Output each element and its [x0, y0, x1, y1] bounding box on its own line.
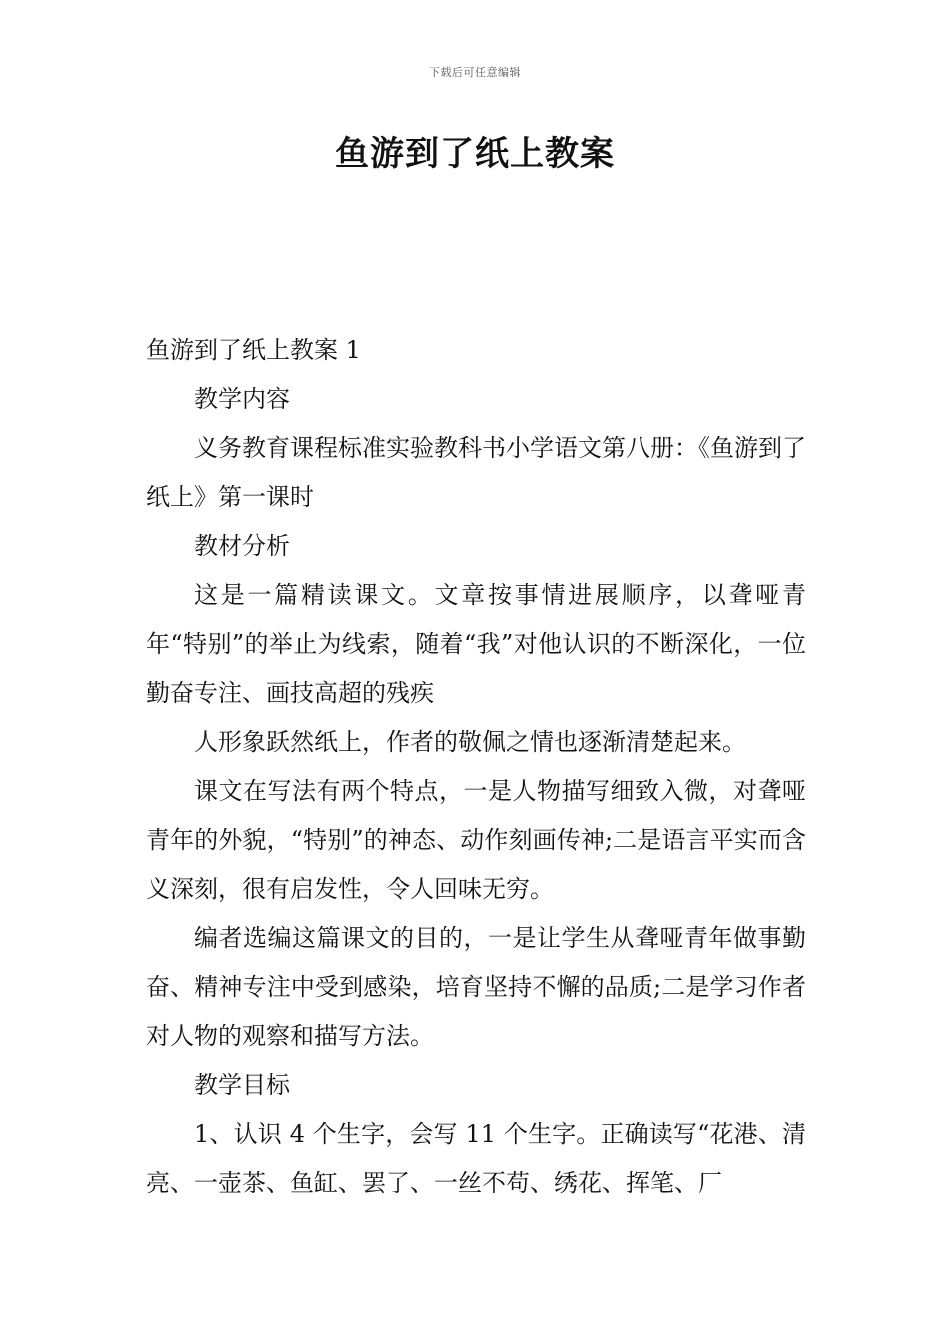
paragraph-analysis-2: 人形象跃然纸上，作者的敬佩之情也逐渐清楚起来。 — [194, 728, 746, 756]
paragraph-goal-1: 1、认识 4 个生字，会写 11 个生字。正确读写“花港、清亮、一壶茶、鱼缸、罢了、一丝不苟、绣花、挥笔、厂 — [146, 1120, 806, 1197]
paragraph-teaching-content: 教学内容 — [194, 385, 290, 413]
paragraph-analysis-1: 这是一篇精读课文。文章按事情进展顺序，以聋哑青年“特别”的举止为线索，随着“我”对他认识的不断深化，一位勤奋专注、画技高超的残疾 — [146, 581, 806, 707]
header-note: 下载后可任意编辑 — [429, 66, 521, 79]
document-title: 鱼游到了纸上教案 — [335, 134, 615, 174]
paragraph-textbook: 义务教育课程标准实验教科书小学语文第八册：《鱼游到了纸上》第一课时 — [146, 434, 806, 511]
document-body — [146, 326, 806, 1208]
paragraph-editor-purpose: 编者选编这篇课文的目的，一是让学生从聋哑青年做事勤奋、精神专注中受到感染，培育坚持不懈的品质;二是学习作者对人物的观察和描写方法。 — [146, 924, 806, 1050]
paragraph-material-analysis: 教材分析 — [194, 532, 290, 560]
paragraph-writing-features: 课文在写法有两个特点，一是人物描写细致入微，对聋哑青年的外貌，“特别”的神态、动作刻画传神;二是语言平实而含义深刻，很有启发性，令人回味无穷。 — [146, 777, 806, 903]
section-heading: 鱼游到了纸上教案 1 — [146, 336, 361, 364]
paragraph-teaching-goals: 教学目标 — [194, 1071, 290, 1099]
